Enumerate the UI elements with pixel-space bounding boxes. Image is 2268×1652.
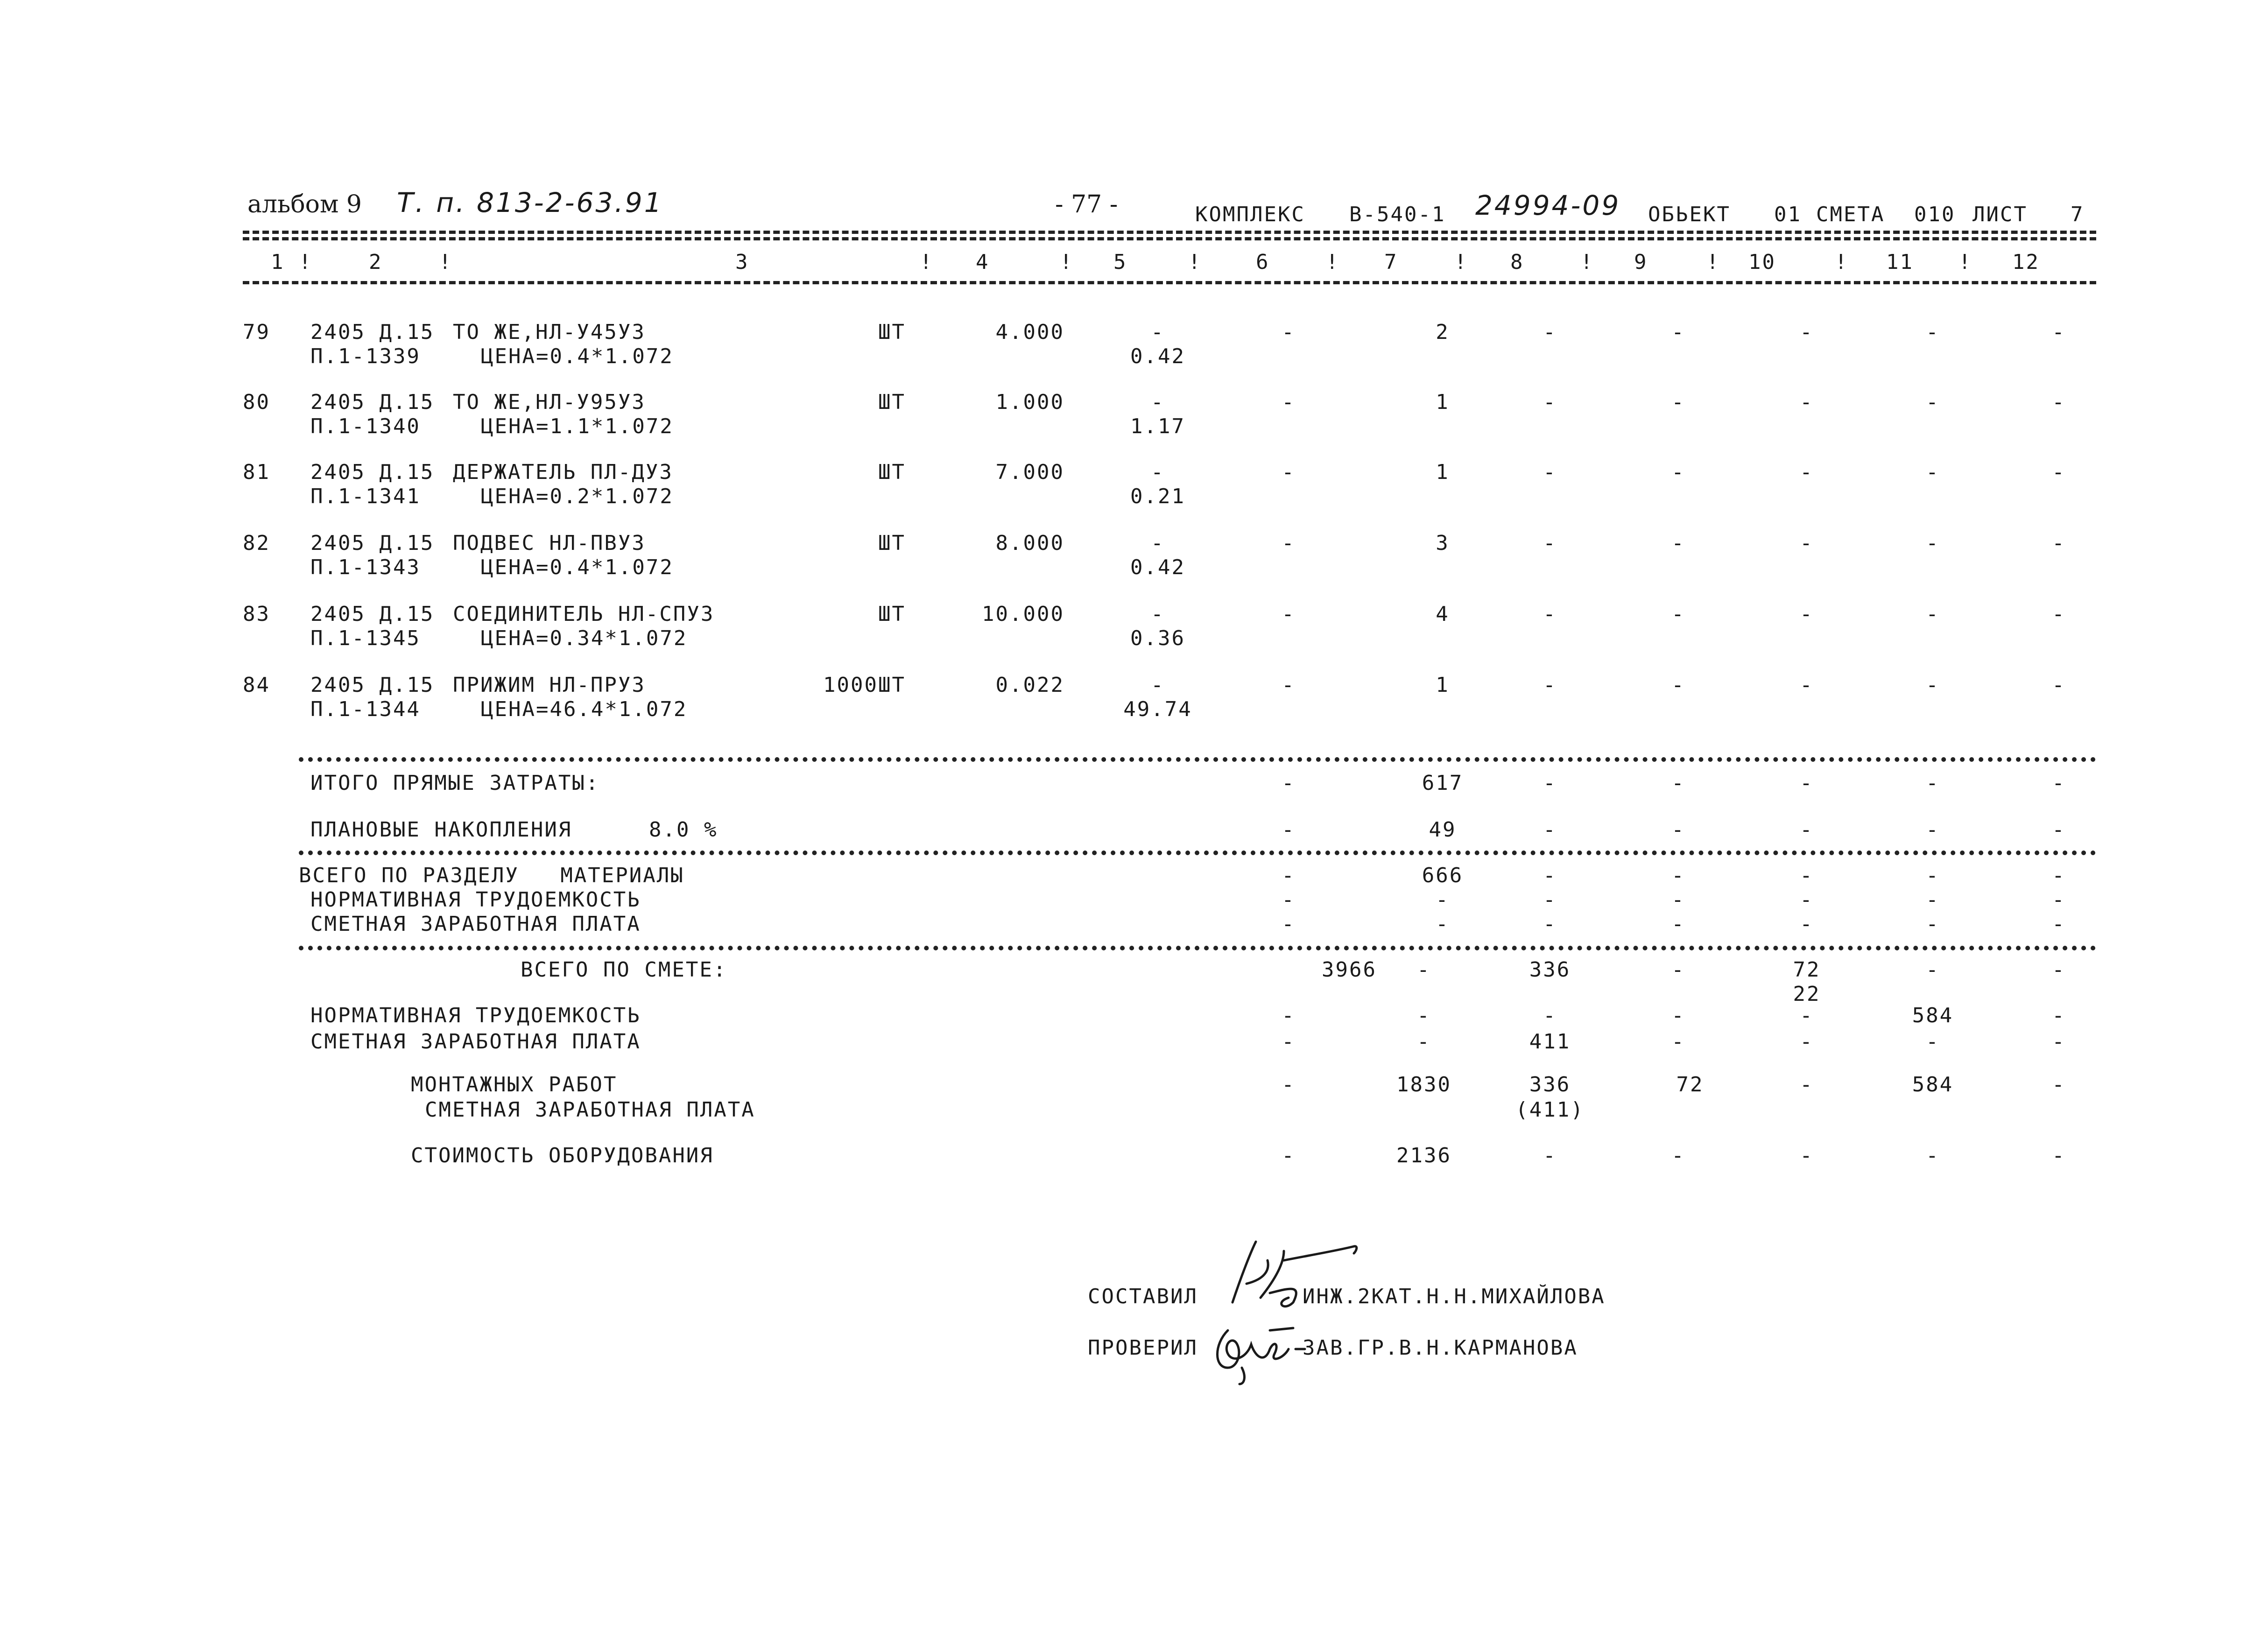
planned-col8: - (1543, 818, 1557, 842)
row-code: 2405 Д.15 (310, 673, 435, 697)
checked-label: ПРОВЕРИЛ (1088, 1336, 1198, 1360)
wage2-col6: - (1282, 1030, 1296, 1054)
wage-col9: - (1671, 912, 1685, 936)
row-col9: - (1671, 602, 1685, 626)
row-unit: ШТ (878, 320, 906, 344)
estimate-value: 010 (1914, 203, 1956, 226)
col-header-5: 5 (1113, 250, 1127, 274)
estimate-col7: - (1417, 958, 1431, 982)
estimate-col8: 336 (1529, 958, 1571, 982)
col-sep: ! (1580, 250, 1594, 274)
row-col11: - (1926, 390, 1940, 414)
estimate-total-label: ВСЕГО ПО СМЕТЕ: (521, 958, 727, 982)
wage-col6: - (1282, 912, 1296, 936)
row-col12: - (2052, 602, 2066, 626)
labor-col7: - (1436, 888, 1450, 912)
planned-col9: - (1671, 818, 1685, 842)
row-name: ТО ЖЕ,НЛ-У95У3 (453, 390, 646, 414)
row-unit: ШТ (878, 602, 906, 626)
row-code: 2405 Д.15 (310, 531, 435, 555)
planned-percent: 8.0 % (649, 818, 718, 842)
row-col11: - (1926, 460, 1940, 484)
estimate-col11: - (1926, 958, 1940, 982)
row-qty: 0.022 (995, 673, 1064, 697)
row-code: 2405 Д.15 (310, 390, 435, 414)
section-col9: - (1671, 864, 1685, 887)
row-price: ЦЕНА=0.34*1.072 (481, 626, 688, 650)
row-col11: - (1926, 531, 1940, 555)
object-value: 01 (1774, 203, 1802, 226)
labor2-col11: 584 (1912, 1004, 1954, 1027)
install-col9: 72 (1676, 1073, 1704, 1097)
labor-label: НОРМАТИВНАЯ ТРУДОЕМКОСТЬ (310, 888, 641, 912)
estimate-col9: - (1671, 958, 1685, 982)
col-sep: ! (1188, 250, 1202, 274)
row-col8: - (1543, 390, 1557, 414)
install-col12: - (2052, 1073, 2066, 1097)
row-col10: - (1800, 673, 1814, 697)
row-number: 83 (243, 602, 270, 626)
row-number: 84 (243, 673, 270, 697)
row-number: 82 (243, 531, 270, 555)
row-price: ЦЕНА=0.2*1.072 (481, 485, 674, 508)
labor-col6: - (1282, 888, 1296, 912)
col-sep: ! (1706, 250, 1720, 274)
row-price: ЦЕНА=0.4*1.072 (481, 555, 674, 579)
row-col11: - (1926, 602, 1940, 626)
row-name: ДЕРЖАТЕЛЬ ПЛ-ДУ3 (453, 460, 673, 484)
row-col7: 1 (1436, 673, 1450, 697)
project-number: Т. п. 813-2-63.91 (397, 187, 663, 218)
row-col9: - (1671, 531, 1685, 555)
row-col12: - (2052, 390, 2066, 414)
col-sep: ! (920, 250, 934, 274)
labor2-col9: - (1671, 1004, 1685, 1027)
labor2-col6: - (1282, 1004, 1296, 1027)
row-ref: П.1-1343 (310, 555, 421, 579)
row-price: ЦЕНА=1.1*1.072 (481, 415, 674, 438)
row-unit: ШТ (878, 460, 906, 484)
install-col11: 584 (1912, 1073, 1954, 1097)
labor2-col10: - (1800, 1004, 1814, 1027)
section-col11: - (1926, 864, 1940, 887)
row-col6: - (1282, 320, 1296, 344)
install-sub-label: СМЕТНАЯ ЗАРАБОТНАЯ ПЛАТА (425, 1098, 755, 1122)
row-number: 80 (243, 390, 270, 414)
wage-col10: - (1800, 912, 1814, 936)
install-col7: 1830 (1396, 1073, 1451, 1097)
row-col9: - (1671, 673, 1685, 697)
wage2-col7: - (1417, 1030, 1431, 1054)
row-col8: - (1543, 531, 1557, 555)
row-col6: - (1282, 531, 1296, 555)
estimate-label: СМЕТА (1816, 203, 1885, 226)
row-col7: 2 (1436, 320, 1450, 344)
row-col7: 3 (1436, 531, 1450, 555)
planned-col7: 49 (1429, 818, 1457, 842)
checked-signature (1200, 1302, 1312, 1386)
complex-code: В-540-1 (1349, 203, 1446, 226)
estimate-col12: - (2052, 958, 2066, 982)
labor-col8: - (1543, 888, 1557, 912)
install-col10: - (1800, 1073, 1814, 1097)
row-col6: - (1282, 390, 1296, 414)
row-col11: - (1926, 320, 1940, 344)
equipment-col6: - (1282, 1144, 1296, 1167)
wage2-col9: - (1671, 1030, 1685, 1054)
col-sep: ! (1454, 250, 1468, 274)
row-col8: - (1543, 320, 1557, 344)
wage-col11: - (1926, 912, 1940, 936)
row-col10: - (1800, 390, 1814, 414)
row-qty: 10.000 (982, 602, 1064, 626)
equipment-col8: - (1543, 1144, 1557, 1167)
row-col9: - (1671, 390, 1685, 414)
row-col7: 1 (1436, 460, 1450, 484)
dotted-separator (299, 757, 2096, 762)
row-col6: - (1282, 460, 1296, 484)
object-label: ОБЬЕКТ (1648, 203, 1731, 226)
row-col8: - (1543, 602, 1557, 626)
row-name: СОЕДИНИТЕЛЬ НЛ-СПУ3 (453, 602, 715, 626)
wage2-label: СМЕТНАЯ ЗАРАБОТНАЯ ПЛАТА (310, 1030, 641, 1054)
row-unit: ШТ (878, 531, 906, 555)
row-col5-top: - (1151, 390, 1165, 414)
labor-col12: - (2052, 888, 2066, 912)
wage-col8: - (1543, 912, 1557, 936)
row-col12: - (2052, 460, 2066, 484)
row-col9: - (1671, 460, 1685, 484)
equipment-col12: - (2052, 1144, 2066, 1167)
row-col10: - (1800, 320, 1814, 344)
row-qty: 7.000 (995, 460, 1064, 484)
album-label: альбом 9 (247, 190, 362, 218)
section-col6: - (1282, 864, 1296, 887)
row-ref: П.1-1344 (310, 697, 421, 721)
compiled-by: ИНЖ.2КАТ.Н.Н.МИХАЙЛОВА (1303, 1285, 1606, 1308)
labor2-col8: - (1543, 1004, 1557, 1027)
row-col10: - (1800, 460, 1814, 484)
row-price: ЦЕНА=46.4*1.072 (481, 697, 688, 721)
header-rule-bottom (243, 281, 2096, 284)
section-total-label: ВСЕГО ПО РАЗДЕЛУ МАТЕРИАЛЫ (299, 864, 684, 887)
row-col5-bottom: 0.42 (1130, 344, 1185, 368)
direct-col9: - (1671, 771, 1685, 795)
row-col12: - (2052, 531, 2066, 555)
direct-col6: - (1282, 771, 1296, 795)
row-unit: ШТ (878, 390, 906, 414)
header-rule-top-2 (243, 237, 2096, 240)
planned-label: ПЛАНОВЫЕ НАКОПЛЕНИЯ (310, 818, 572, 842)
labor-col10: - (1800, 888, 1814, 912)
col-header-11: 11 (1886, 250, 1914, 274)
row-col5-bottom: 0.21 (1130, 485, 1185, 508)
equipment-col9: - (1671, 1144, 1685, 1167)
labor2-col12: - (2052, 1004, 2066, 1027)
equipment-col11: - (1926, 1144, 1940, 1167)
col-header-6: 6 (1256, 250, 1270, 274)
row-number: 79 (243, 320, 270, 344)
col-header-8: 8 (1510, 250, 1524, 274)
planned-col11: - (1926, 818, 1940, 842)
wage-label: СМЕТНАЯ ЗАРАБОТНАЯ ПЛАТА (310, 912, 641, 936)
checked-by: ЗАВ.ГР.В.Н.КАРМАНОВА (1303, 1336, 1578, 1360)
equipment-col10: - (1800, 1144, 1814, 1167)
row-ref: П.1-1340 (310, 415, 421, 438)
section-col10: - (1800, 864, 1814, 887)
row-col6: - (1282, 602, 1296, 626)
row-number: 81 (243, 460, 270, 484)
row-ref: П.1-1345 (310, 626, 421, 650)
equipment-col7: 2136 (1396, 1144, 1451, 1167)
row-col5-top: - (1151, 602, 1165, 626)
row-qty: 8.000 (995, 531, 1064, 555)
row-col8: - (1543, 460, 1557, 484)
wage-col12: - (2052, 912, 2066, 936)
page-number: - 77 - (1055, 190, 1118, 218)
col-sep: ! (299, 250, 313, 274)
row-col8: - (1543, 673, 1557, 697)
row-col7: 1 (1436, 390, 1450, 414)
wage2-col11: - (1926, 1030, 1940, 1054)
dotted-separator (299, 851, 2096, 855)
direct-col7: 617 (1422, 771, 1464, 795)
row-name: ПРИЖИМ НЛ-ПРУ3 (453, 673, 646, 697)
labor-col11: - (1926, 888, 1940, 912)
row-col5-top: - (1151, 673, 1165, 697)
row-price: ЦЕНА=0.4*1.072 (481, 344, 674, 368)
row-code: 2405 Д.15 (310, 460, 435, 484)
row-col6: - (1282, 673, 1296, 697)
wage2-col10: - (1800, 1030, 1814, 1054)
row-col12: - (2052, 320, 2066, 344)
compiled-label: СОСТАВИЛ (1088, 1285, 1198, 1308)
row-col7: 4 (1436, 602, 1450, 626)
section-col8: - (1543, 864, 1557, 887)
wage-col7: - (1436, 912, 1450, 936)
col-sep: ! (1835, 250, 1849, 274)
planned-col6: - (1282, 818, 1296, 842)
col-sep: ! (1958, 250, 1972, 274)
row-col5-bottom: 1.17 (1130, 415, 1185, 438)
col-sep: ! (1060, 250, 1074, 274)
section-col7: 666 (1422, 864, 1464, 887)
direct-costs-label: ИТОГО ПРЯМЫЕ ЗАТРАТЫ: (310, 771, 600, 795)
row-name: ПОДВЕС НЛ-ПВУ3 (453, 531, 646, 555)
labor2-label: НОРМАТИВНАЯ ТРУДОЕМКОСТЬ (310, 1004, 641, 1027)
row-col5-top: - (1151, 320, 1165, 344)
row-col11: - (1926, 673, 1940, 697)
labor-col9: - (1671, 888, 1685, 912)
row-col5-bottom: 0.36 (1130, 626, 1185, 650)
col-header-10: 10 (1748, 250, 1776, 274)
row-code: 2405 Д.15 (310, 602, 435, 626)
col-header-1: 1 (271, 250, 285, 274)
row-ref: П.1-1341 (310, 485, 421, 508)
planned-col10: - (1800, 818, 1814, 842)
row-col5-bottom: 49.74 (1123, 697, 1192, 721)
wage2-col8: 411 (1529, 1030, 1571, 1054)
row-unit: 1000ШТ (823, 673, 906, 697)
direct-col8: - (1543, 771, 1557, 795)
col-sep: ! (439, 250, 453, 274)
labor2-col7: - (1417, 1004, 1431, 1027)
estimate-col6: 3966 (1322, 958, 1377, 982)
dotted-separator (299, 946, 2096, 950)
complex-number: 24994-09 (1475, 190, 1621, 221)
install-col8-sub: (411) (1515, 1098, 1585, 1122)
row-col5-top: - (1151, 460, 1165, 484)
direct-col10: - (1800, 771, 1814, 795)
row-col5-bottom: 0.42 (1130, 555, 1185, 579)
direct-col11: - (1926, 771, 1940, 795)
row-col10: - (1800, 602, 1814, 626)
estimate-col10: 72 (1793, 958, 1821, 982)
row-code: 2405 Д.15 (310, 320, 435, 344)
row-name: ТО ЖЕ,НЛ-У45У3 (453, 320, 646, 344)
complex-label: КОМПЛЕКС (1195, 203, 1305, 226)
row-qty: 1.000 (995, 390, 1064, 414)
col-header-9: 9 (1634, 250, 1648, 274)
install-label: МОНТАЖНЫХ РАБОТ (411, 1073, 618, 1097)
row-col9: - (1671, 320, 1685, 344)
sheet-label: ЛИСТ (1972, 203, 2028, 226)
row-qty: 4.000 (995, 320, 1064, 344)
planned-col12: - (2052, 818, 2066, 842)
header-rule-top (243, 231, 2096, 234)
col-sep: ! (1326, 250, 1340, 274)
estimate-col10-sub: 22 (1793, 982, 1821, 1006)
sheet-value: 7 (2071, 203, 2085, 226)
row-col5-top: - (1151, 531, 1165, 555)
col-header-3: 3 (735, 250, 749, 274)
row-col12: - (2052, 673, 2066, 697)
row-ref: П.1-1339 (310, 344, 421, 368)
col-header-7: 7 (1384, 250, 1398, 274)
install-col6: - (1282, 1073, 1296, 1097)
section-col12: - (2052, 864, 2066, 887)
equipment-label: СТОИМОСТЬ ОБОРУДОВАНИЯ (411, 1144, 714, 1167)
direct-col12: - (2052, 771, 2066, 795)
col-header-4: 4 (976, 250, 990, 274)
col-header-12: 12 (2012, 250, 2040, 274)
wage2-col12: - (2052, 1030, 2066, 1054)
row-col10: - (1800, 531, 1814, 555)
install-col8: 336 (1529, 1073, 1571, 1097)
col-header-2: 2 (369, 250, 383, 274)
